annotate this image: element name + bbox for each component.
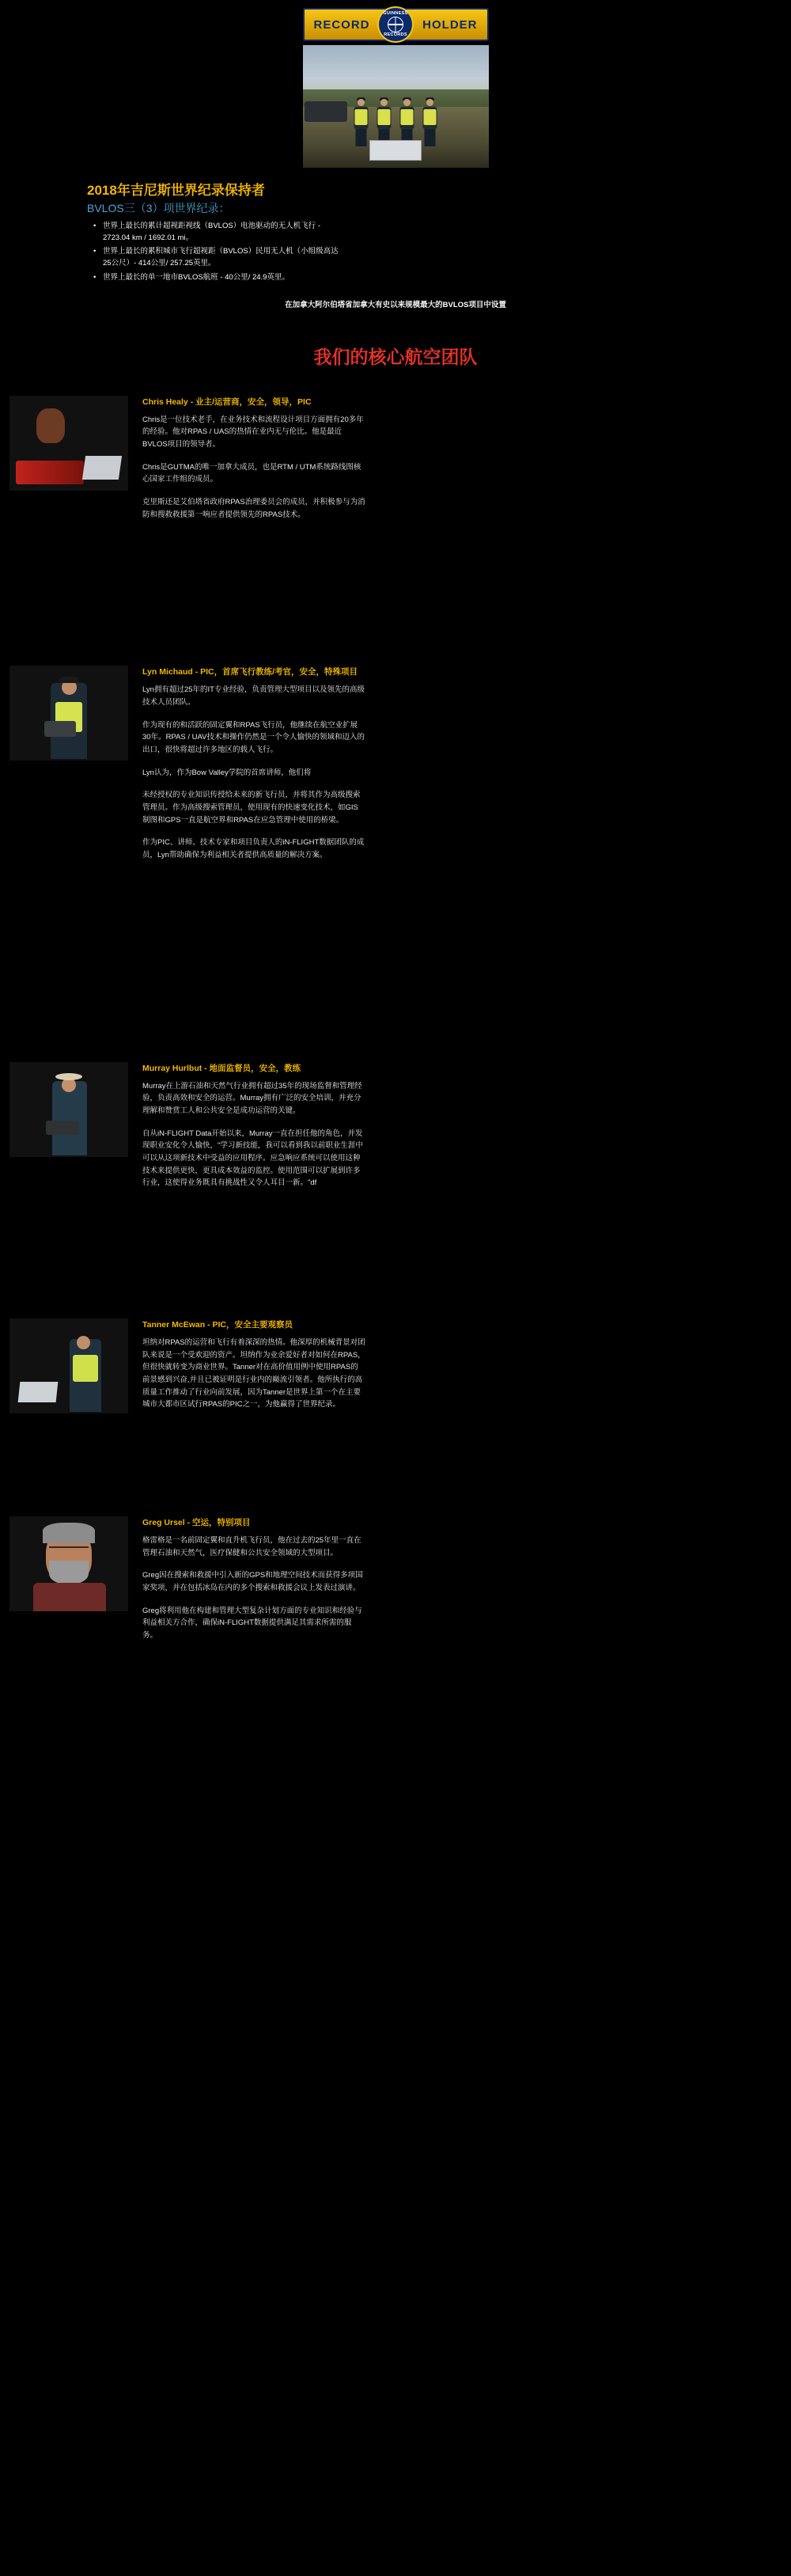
member-text <box>128 1516 389 1652</box>
section-spacer <box>0 872 791 1062</box>
member-paragraph: Lyn认为，作为Bow Valley学院的首席讲师，他们将 <box>142 768 312 777</box>
member-name: Murray Hurlbut - 地面监督员，安全，教练 <box>142 1063 301 1073</box>
record-note: 在加拿大阿尔伯塔省加拿大有史以来规模最大的BVLOS项目中设置 <box>285 300 506 309</box>
section-spacer <box>0 1421 791 1516</box>
member-paragraph: 坦纳对RPAS的运营和飞行有着深深的热情。他深厚的机械背景对团队来说是一个受欢迎的资产。坦纳作为业余爱好者对如何在RPAS，但很快就转变为商业世界。Tanner对在高价值用例中使用RPAS的前景感到兴奋,并且已被证明是行业内的巅流引领者。他所执行的高质量工作推动了行业向前发展，因为Tanner是世界上第一个在主要城市大都市区试行RPAS的PIC之一，为他赢得了世界纪录。 <box>142 1338 365 1409</box>
member-paragraph: Greg将利用他在构建和管理大型复杂计划方面的专业知识和经验与利益相关方合作，确保iN-FLIGHT数据提供满足其需求所需的服务。 <box>142 1606 362 1641</box>
member-paragraph: 格雷格是一名前固定翼和直升机飞行员，他在过去的25年里一直在管理石油和天然气，医疗保健和公共安全领域的大型项目。 <box>142 1536 361 1557</box>
section-spacer <box>0 1652 791 1763</box>
record-banner-wrap <box>0 0 791 41</box>
member-photo-chris-healy <box>9 396 128 491</box>
team-member-row <box>0 666 791 871</box>
record-subtitle: BVLOS三（3）项世界纪录： <box>87 202 230 214</box>
member-paragraph: Murray在上游石油和天然气行业拥有超过35年的现场监督和管理经验，负责高效和安全的运营。Murray拥有广泛的安全培训，并充分理解和赞赏工人和公共安全是成功运营的关键。 <box>142 1081 362 1116</box>
record-item: • 世界上最长的累积城市飞行超视距（BVLOS）民用无人机（小组级高达25公尺）- 414公里/ 257.25英里。 <box>103 246 340 269</box>
team-member-row <box>0 1516 791 1652</box>
member-name: Lyn Michaud - PIC，首席飞行教练/考官，安全，特殊项目 <box>142 667 358 677</box>
member-paragraph: 自从iN-FLIGHT Data开始以来，Murray一直在担任他的角色，并发现职业安化令人愉快，"学习新技能，我可以看到我以前职业生涯中可以从这项新技术中受益的应用程序。应急响应系统可以使用这种技术来提供更快，更具成本效益的监控。使用范围可以扩展到许多行业，这使得业务既具有挑战性又令人耳目一新。"df <box>142 1129 363 1188</box>
member-name: Greg Ursel - 空运，特别项目 <box>142 1518 251 1528</box>
member-photo-lyn-michaud <box>9 666 128 761</box>
photo-equipment-case <box>369 140 422 161</box>
member-photo-tanner-mcewan <box>9 1318 128 1413</box>
member-paragraph: 作为PIC、讲师、技术专家和项目负责人的iN-FLIGHT数据团队的成员，Lyn帮助确保为利益相关者提供高质量的解决方案。 <box>142 838 365 860</box>
section-spacer <box>0 531 791 666</box>
member-name: Chris Healy - 业主/运营商，安全，领导，PIC <box>142 396 312 407</box>
photo-vehicle <box>305 101 347 122</box>
record-item: • 世界上最长的单一地市BVLOS航班 - 40公里/ 24.9英里。 <box>103 272 340 284</box>
member-text <box>128 1062 389 1200</box>
team-member-row <box>0 1318 791 1421</box>
member-paragraph: Lyn拥有超过25年的IT专业经验，负责管理大型项目以及领先的高级技术人员团队。 <box>142 685 365 707</box>
page-title: 我们的核心航空团队 <box>313 346 478 367</box>
guinness-seal-icon <box>377 6 414 43</box>
member-paragraph: 克里斯还是艾伯塔省政府RPAS治理委员会的成员，并积极参与为消防和搜救救援第一响应者提供领先的RPAS技术。 <box>142 497 365 519</box>
seal-bottom-text: RECORDS <box>384 32 407 37</box>
member-paragraph: Chris是GUTMA的唯一加拿大成员，也是RTM / UTM系统路线图核心国家工作组的成员。 <box>142 462 361 484</box>
member-text <box>128 666 389 871</box>
banner-left-word: RECORD <box>313 17 370 32</box>
member-photo-greg-ursel <box>9 1516 128 1611</box>
globe-icon <box>388 17 403 32</box>
record-list <box>0 221 791 284</box>
photo-person <box>353 99 370 148</box>
member-paragraph: Chris是一位技术老手，在业务技术和流程设计项目方面拥有20多年的经验。他对RPAS / UAS的热情在业内无与伦比。他是最近BVLOS项目的领导者。 <box>142 415 364 449</box>
seal-top-text: GUINNESS <box>383 10 408 16</box>
member-paragraph: 作为现有的和活跃的固定翼和RPAS飞行员，他继续在航空业扩展30年。RPAS / UAV技术和操作仍然是一个令人愉快的领域和迈入的出口，很快将超过许多地区的载人飞行。 <box>142 720 365 754</box>
member-photo-murray-hurlbut <box>9 1062 128 1157</box>
banner-right-word: HOLDER <box>422 17 478 32</box>
member-text <box>128 396 389 532</box>
photo-person <box>422 99 439 148</box>
member-name: Tanner McEwan - PIC，安全主要观察员 <box>142 1320 293 1330</box>
member-paragraph: Greg因在搜索和救援中引入新的GPS和地理空间技术而获得多项国家奖项，并在包括冰岛在内的多个搜索和救援会议上发表过演讲。 <box>142 1571 363 1593</box>
guinness-record-banner <box>303 8 489 41</box>
team-group-photo <box>303 45 489 168</box>
team-member-row <box>0 1062 791 1200</box>
member-paragraph: 未经授权的专业知识传授给未来的新飞行员，并将其作为高级搜索管理员。作为高级搜索管理员，使用现有的快速变化技术，如GIS制图和GPS一直是航空界和RPAS在应急管理中使用的桥梁。 <box>142 791 361 825</box>
section-spacer <box>0 1200 791 1318</box>
record-year-title: 2018年吉尼斯世界纪录保持者 <box>87 183 265 198</box>
record-title-block <box>0 168 791 216</box>
record-item: • 世界上最长的累计超视距视线（BVLOS）电池驱动的无人机飞行 - 2723.04 km / 1692.01 mi。 <box>103 221 340 244</box>
team-member-row <box>0 396 791 532</box>
member-text <box>128 1318 389 1421</box>
